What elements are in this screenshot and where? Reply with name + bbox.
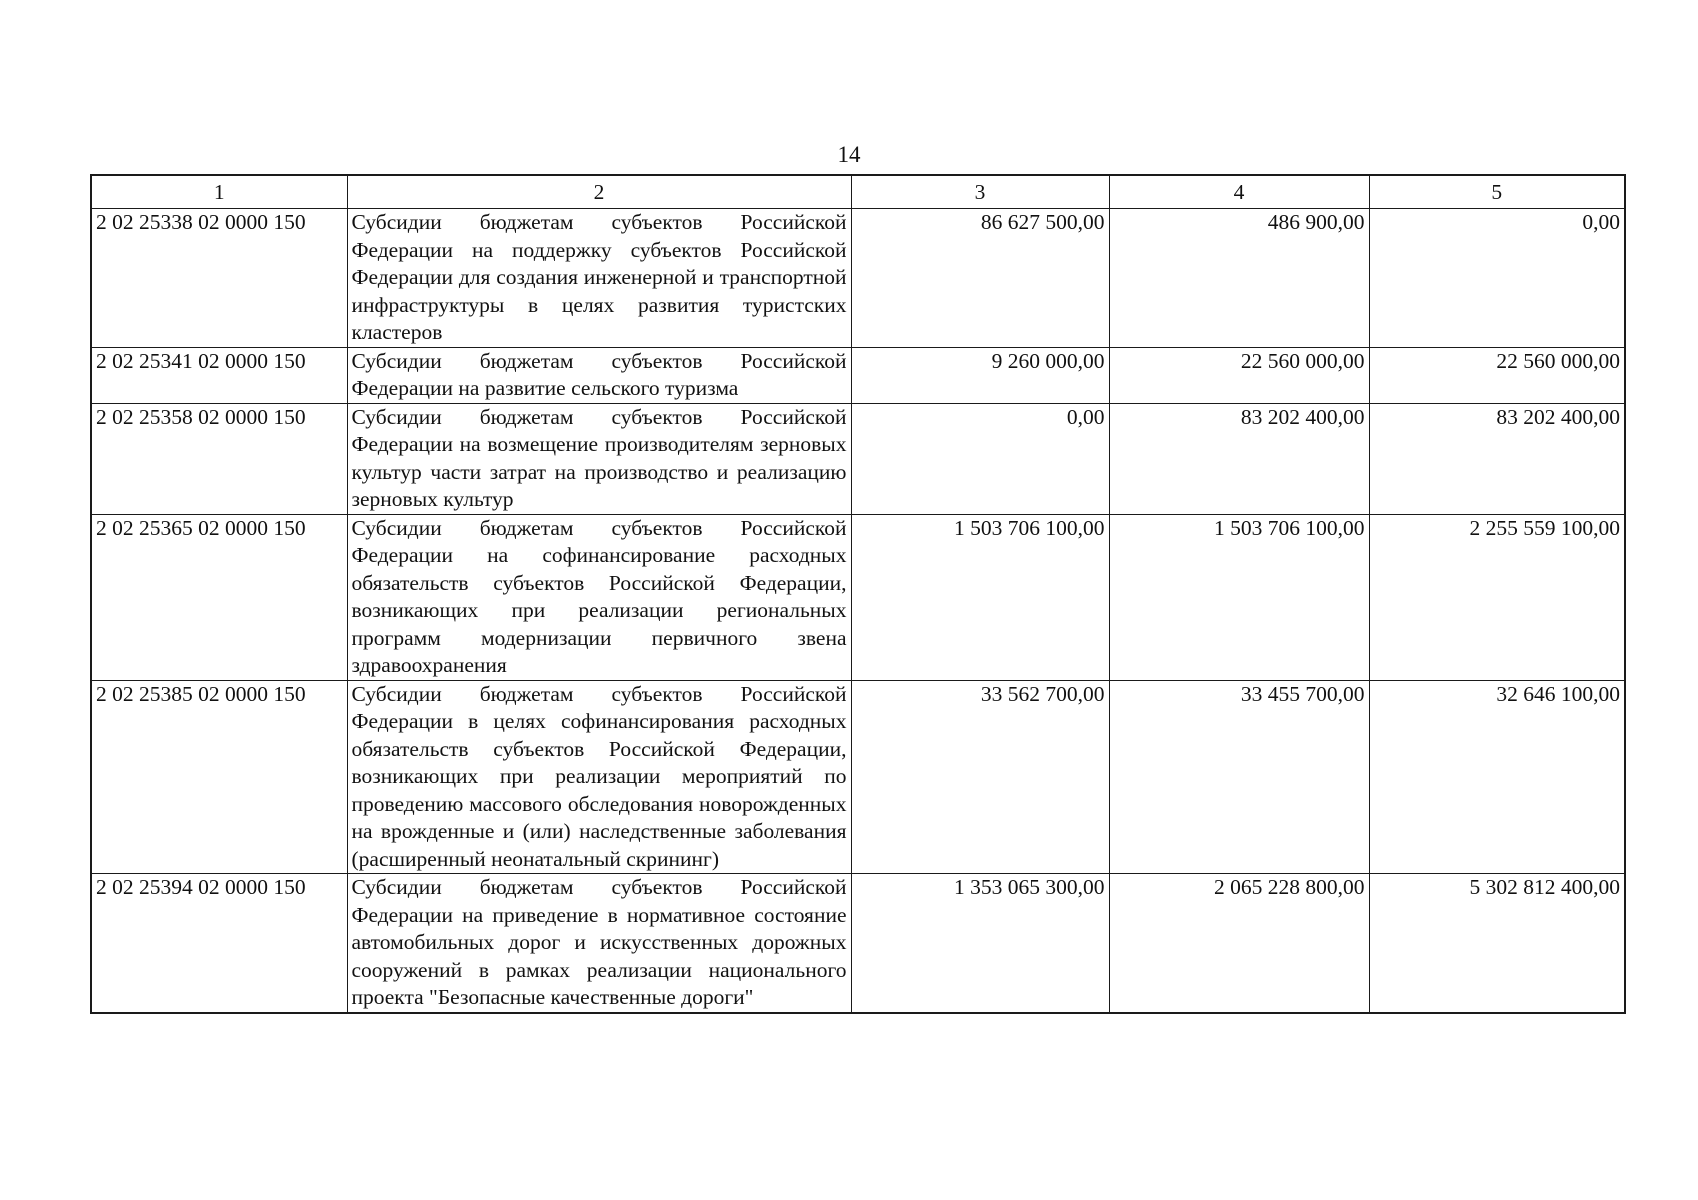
- row-value-col4: 33 455 700,00: [1109, 680, 1369, 874]
- row-code: 2 02 25358 02 0000 150: [91, 403, 347, 514]
- row-code: 2 02 25365 02 0000 150: [91, 514, 347, 680]
- row-value-col3: 1 503 706 100,00: [851, 514, 1109, 680]
- row-value-col3: 0,00: [851, 403, 1109, 514]
- row-value-col3: 33 562 700,00: [851, 680, 1109, 874]
- row-description: Субсидии бюджетам субъектов Российской Федерации на приведение в нормативное состояние автомобильных дорог и искусственных дорожных сооружений в рамках реализации национального проекта "Безопасные качественные дороги": [347, 874, 851, 1013]
- row-value-col5: 32 646 100,00: [1369, 680, 1625, 874]
- row-code: 2 02 25385 02 0000 150: [91, 680, 347, 874]
- row-description: Субсидии бюджетам субъектов Российской Федерации на поддержку субъектов Российской Федерации для создания инженерной и транспортной инфраструктуры в целях развития туристских кластеров: [347, 209, 851, 348]
- row-description: Субсидии бюджетам субъектов Российской Федерации на софинансирование расходных обязательств субъектов Российской Федерации, возникающих при реализации региональных программ модернизации первичного звена здравоохранения: [347, 514, 851, 680]
- table-row: [91, 403, 1625, 514]
- header-col-2: 2: [347, 175, 851, 209]
- header-col-1: 1: [91, 175, 347, 209]
- row-description: Субсидии бюджетам субъектов Российской Федерации на возмещение производителям зерновых культур части затрат на производство и реализацию зерновых культур: [347, 403, 851, 514]
- row-value-col3: 86 627 500,00: [851, 209, 1109, 348]
- header-col-4: 4: [1109, 175, 1369, 209]
- row-value-col4: 2 065 228 800,00: [1109, 874, 1369, 1013]
- row-code: 2 02 25394 02 0000 150: [91, 874, 347, 1013]
- table-row: [91, 209, 1625, 348]
- header-col-5: 5: [1369, 175, 1625, 209]
- row-value-col4: 486 900,00: [1109, 209, 1369, 348]
- row-value-col5: 0,00: [1369, 209, 1625, 348]
- budget-table: [90, 174, 1626, 1014]
- table-row: [91, 680, 1625, 874]
- header-row: [91, 175, 1625, 209]
- row-description: Субсидии бюджетам субъектов Российской Федерации на развитие сельского туризма: [347, 347, 851, 403]
- row-value-col4: 22 560 000,00: [1109, 347, 1369, 403]
- row-value-col3: 9 260 000,00: [851, 347, 1109, 403]
- row-value-col5: 2 255 559 100,00: [1369, 514, 1625, 680]
- row-code: 2 02 25341 02 0000 150: [91, 347, 347, 403]
- page-number: 14: [837, 142, 861, 167]
- table-row: [91, 874, 1625, 1013]
- row-description: Субсидии бюджетам субъектов Российской Федерации в целях софинансирования расходных обязательств субъектов Российской Федерации, возникающих при реализации мероприятий по проведению массового обследования новорожденных на врожденные и (или) наследственные заболевания (расширенный неонатальный скрининг): [347, 680, 851, 874]
- row-value-col4: 1 503 706 100,00: [1109, 514, 1369, 680]
- row-value-col5: 83 202 400,00: [1369, 403, 1625, 514]
- row-value-col4: 83 202 400,00: [1109, 403, 1369, 514]
- header-col-3: 3: [851, 175, 1109, 209]
- row-value-col5: 22 560 000,00: [1369, 347, 1625, 403]
- row-code: 2 02 25338 02 0000 150: [91, 209, 347, 348]
- row-value-col5: 5 302 812 400,00: [1369, 874, 1625, 1013]
- table-row: [91, 514, 1625, 680]
- table-row: [91, 347, 1625, 403]
- row-value-col3: 1 353 065 300,00: [851, 874, 1109, 1013]
